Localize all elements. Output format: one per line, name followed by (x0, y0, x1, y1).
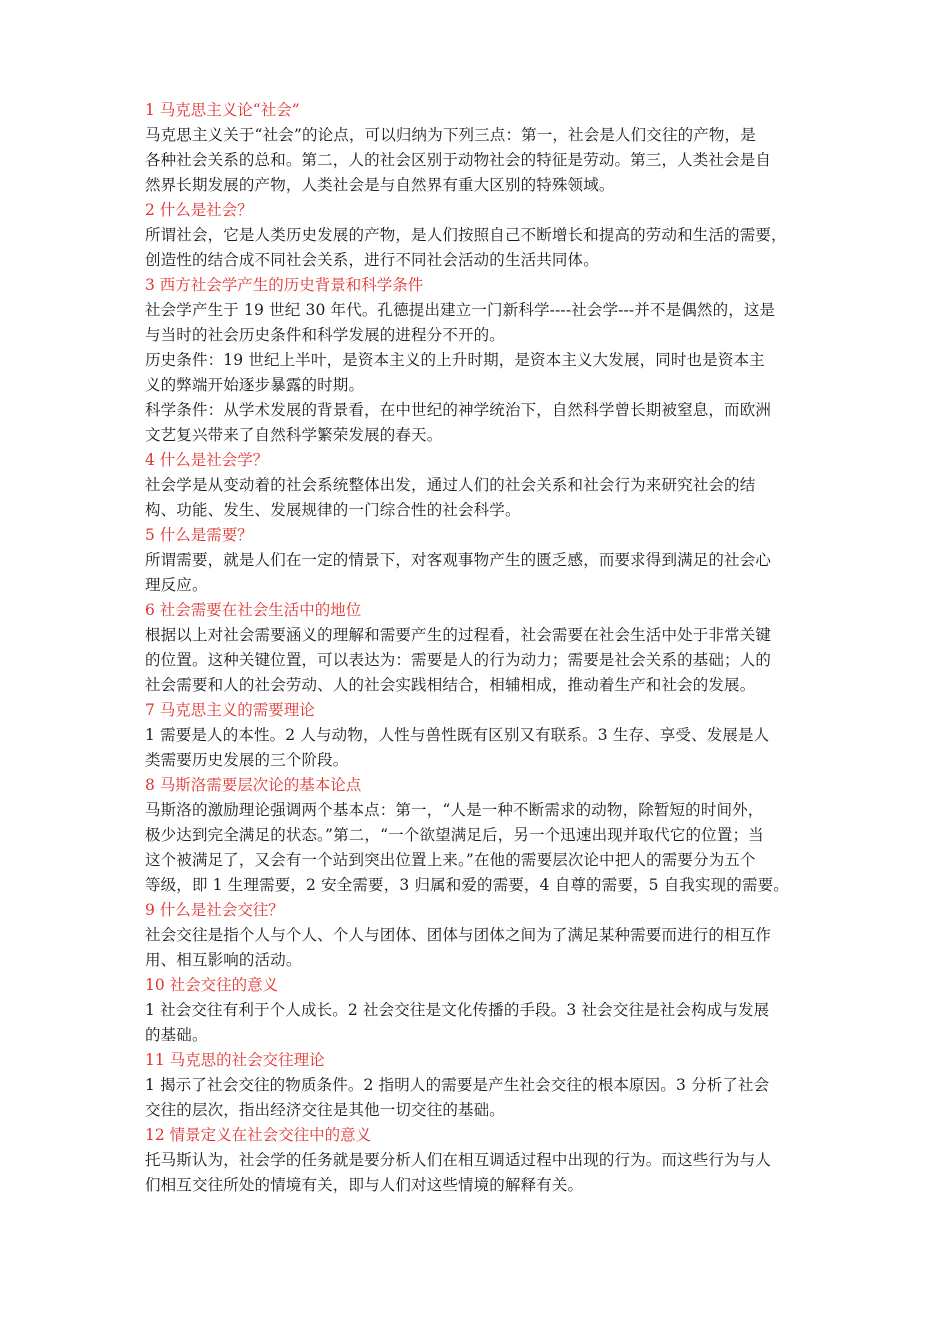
text-line: 各种社会关系的总和。第二，人的社会区别于动物社会的特征是劳动。第三，人类社会是自 (145, 151, 772, 169)
section-title: 9 什么是社会交往？ (145, 901, 284, 919)
paragraph (145, 473, 815, 523)
text-line: 马克思主义关于“社会”的论点，可以归纳为下列三点：第一，社会是人们交往的产物，是 (145, 126, 756, 144)
section (145, 973, 815, 1048)
text-line: 构、功能、发生、发展规律的一门综合性的社会科学。 (145, 501, 521, 519)
paragraph (145, 723, 815, 773)
section-title: 5 什么是需要？ (145, 526, 253, 544)
text-line: 根据以上对社会需要涵义的理解和需要产生的过程看，社会需要在社会生活中处于非常关键 (145, 626, 772, 644)
paragraph (145, 1073, 815, 1123)
text-line: 1 需要是人的本性。2 人与动物，人性与兽性既有区别又有联系。3 生存、享受、发展是人 (145, 726, 770, 744)
section (145, 273, 815, 448)
text-line: 的基础。 (145, 1026, 208, 1044)
text-line: 所谓社会，它是人类历史发展的产物，是人们按照自己不断增长和提高的劳动和生活的需要， (145, 226, 787, 244)
text-line: 社会交往是指个人与个人、个人与团体、团体与团体之间为了满足某种需要而进行的相互作 (145, 926, 772, 944)
section (145, 98, 815, 198)
text-line: 们相互交往所处的情境有关，即与人们对这些情境的解释有关。 (145, 1176, 584, 1194)
paragraph (145, 548, 815, 598)
section (145, 198, 815, 273)
text-line: 科学条件：从学术发展的背景看，在中世纪的神学统治下，自然科学曾长期被窒息，而欧洲 (145, 401, 772, 419)
text-line: 社会学产生于 19 世纪 30 年代。孔德提出建立一门新科学----社会学---并不是偶然的，这是 (145, 301, 776, 319)
section-title: 2 什么是社会？ (145, 201, 253, 219)
section (145, 523, 815, 598)
text-line: 义的弊端开始逐步暴露的时期。 (145, 376, 365, 394)
section (145, 898, 815, 973)
text-line: 1 揭示了社会交往的物质条件。2 指明人的需要是产生社会交往的根本原因。3 分析了社会 (145, 1076, 770, 1094)
paragraph (145, 298, 815, 348)
section (145, 448, 815, 523)
section-title: 12 情景定义在社会交往中的意义 (145, 1126, 372, 1144)
section-title: 4 什么是社会学？ (145, 451, 269, 469)
paragraph (145, 348, 815, 398)
text-line: 1 社会交往有利于个人成长。2 社会交往是文化传播的手段。3 社会交往是社会构成与发展 (145, 1001, 770, 1019)
section-title: 1 马克思主义论“社会” (145, 101, 300, 119)
paragraph (145, 998, 815, 1048)
text-line: 马斯洛的激励理论强调两个基本点：第一，“人是一种不断需求的动物，除暂短的时间外， (145, 801, 764, 819)
paragraph (145, 623, 815, 698)
text-line: 社会学是从变动着的社会系统整体出发，通过人们的社会关系和社会行为来研究社会的结 (145, 476, 756, 494)
paragraph (145, 223, 815, 273)
text-line: 类需要历史发展的三个阶段。 (145, 751, 349, 769)
paragraph (145, 123, 815, 198)
text-line: 与当时的社会历史条件和科学发展的进程分不开的。 (145, 326, 505, 344)
section-title: 6 社会需要在社会生活中的地位 (145, 601, 362, 619)
paragraph (145, 398, 815, 448)
text-line: 用、相互影响的活动。 (145, 951, 302, 969)
section-title: 11 马克思的社会交往理论 (145, 1051, 325, 1069)
paragraph (145, 798, 815, 898)
text-line: 文艺复兴带来了自然科学繁荣发展的春天。 (145, 426, 443, 444)
text-line: 然界长期发展的产物，人类社会是与自然界有重大区别的特殊领域。 (145, 176, 615, 194)
text-line: 理反应。 (145, 576, 208, 594)
section (145, 1123, 815, 1198)
text-line: 托马斯认为，社会学的任务就是要分析人们在相互调适过程中出现的行为。而这些行为与人 (145, 1151, 772, 1169)
section (145, 598, 815, 698)
section-title: 8 马斯洛需要层次论的基本论点 (145, 776, 362, 794)
paragraph (145, 923, 815, 973)
section (145, 773, 815, 898)
paragraph (145, 1148, 815, 1198)
text-line: 历史条件：19 世纪上半叶，是资本主义的上升时期，是资本主义大发展，同时也是资本主 (145, 351, 765, 369)
text-line: 这个被满足了，又会有一个站到突出位置上来。”在他的需要层次论中把人的需要分为五个 (145, 851, 756, 869)
section (145, 1048, 815, 1123)
text-line: 交往的层次，指出经济交往是其他一切交往的基础。 (145, 1101, 505, 1119)
document-page (145, 98, 815, 1198)
text-line: 所谓需要，就是人们在一定的情景下，对客观事物产生的匮乏感，而要求得到满足的社会心 (145, 551, 772, 569)
text-line: 极少达到完全满足的状态。”第二，“一个欲望满足后，另一个迅速出现并取代它的位置；当 (145, 826, 764, 844)
section-title: 3 西方社会学产生的历史背景和科学条件 (145, 276, 424, 294)
section-title: 10 社会交往的意义 (145, 976, 279, 994)
section (145, 698, 815, 773)
text-line: 创造性的结合成不同社会关系，进行不同社会活动的生活共同体。 (145, 251, 599, 269)
text-line: 社会需要和人的社会劳动、人的社会实践相结合，相辅相成，推动着生产和社会的发展。 (145, 676, 756, 694)
text-line: 的位置。这种关键位置，可以表达为：需要是人的行为动力；需要是社会关系的基础；人的 (145, 651, 772, 669)
section-title: 7 马克思主义的需要理论 (145, 701, 315, 719)
text-line: 等级，即 1 生理需要，2 安全需要，3 归属和爱的需要，4 自尊的需要，5 自我实现的需要。 (145, 876, 789, 894)
